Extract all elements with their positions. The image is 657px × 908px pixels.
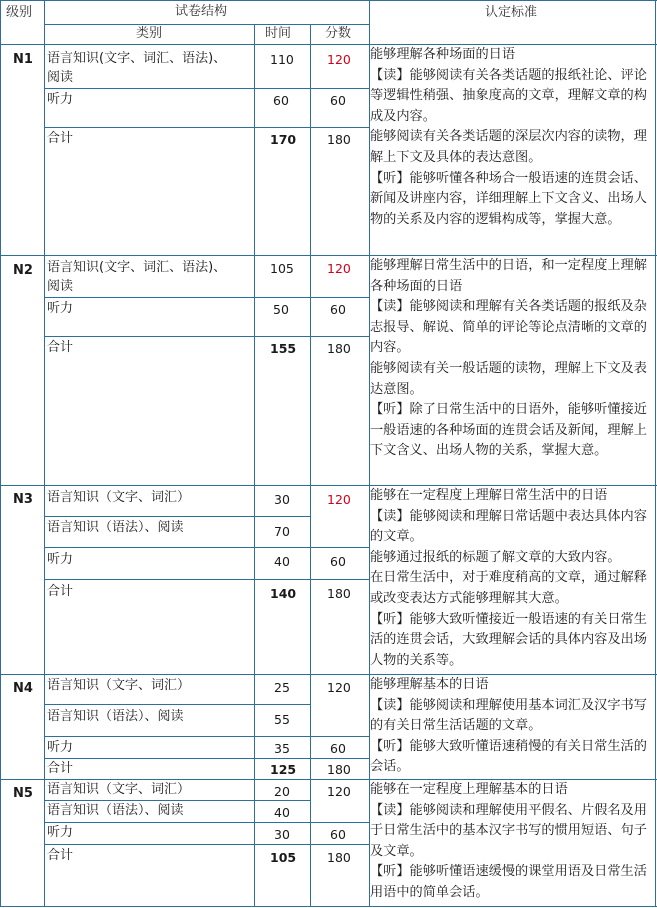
standard-line: 能够在一定程度上理解日常生活中的日语: [370, 488, 608, 503]
standard-line: 【听】除了日常生活中的日语外，能够听懂接近一般语速的各种场面的连贯会话及新闻，理解上下文含义、出场人物的关系，掌握大意。: [370, 402, 647, 459]
level-label: N1: [13, 52, 33, 67]
time-cell: 170: [270, 132, 297, 147]
category-cell: 合计: [47, 848, 74, 863]
score-cell: 180: [327, 586, 351, 601]
category-cell: 听力: [47, 825, 74, 840]
category-cell: 语言知识(文字、词汇、语法)、: [47, 260, 227, 275]
standard-line: 【读】能够阅读和理解有关各类话题的报纸及杂志报导、解说、简单的评论等论点清晰的文章的内容。: [370, 299, 647, 356]
time-cell: 20: [274, 784, 290, 799]
standard-line: 在日常生活中，对于难度稍高的文章，通过解释或改变表达方式能够理解其大意。: [370, 570, 647, 606]
category-cell: 语言知识（文字、词汇）: [47, 490, 191, 505]
score-cell: 120: [327, 261, 351, 276]
category-cell: 合计: [47, 131, 74, 146]
time-cell: 30: [274, 827, 290, 842]
standard-line: 【听】能够大致听懂语速稍慢的有关日常生活的会话。: [370, 738, 647, 775]
standard-text: [370, 45, 655, 230]
time-cell: 25: [274, 680, 290, 695]
score-cell: 120: [327, 784, 351, 799]
header-standard: 认定标准: [485, 5, 538, 20]
standard-line: 【听】能够听懂语速缓慢的课堂用语及日常生活用语中的简单会话。: [370, 864, 647, 900]
category-cell-line2: 阅读: [47, 70, 74, 85]
standard-text: [370, 256, 655, 462]
standard-line: 【听】能够听懂各种场合一般语速的连贯会话、新闻及讲座内容，详细理解上下文含义、出场人物的关系及内容的逻辑构成等，掌握大意。: [370, 170, 647, 227]
category-cell-line2: 阅读: [47, 279, 74, 294]
category-cell: 语言知识（文字、词汇）: [47, 678, 191, 693]
standard-text: [370, 486, 655, 671]
score-cell: 120: [327, 492, 351, 507]
score-cell: 180: [327, 850, 351, 865]
time-cell: 40: [274, 805, 290, 820]
standard-line: 【读】能够阅读有关各类话题的报纸社论、评论等逻辑性稍强、抽象度高的文章，理解文章的构成及内容。: [370, 67, 647, 124]
category-cell: 语言知识(文字、词汇、语法)、: [47, 51, 227, 66]
standard-text: [370, 675, 655, 778]
score-cell: 120: [327, 680, 351, 695]
time-cell: 155: [270, 341, 297, 356]
header-time: 时间: [265, 26, 292, 41]
level-label: N2: [13, 263, 33, 278]
time-cell: 50: [273, 302, 289, 317]
header-score: 分数: [325, 26, 352, 41]
category-cell: 听力: [47, 740, 74, 755]
category-cell: 语言知识（文字、词汇）: [47, 782, 191, 797]
standard-line: 能够通过报纸的标题了解文章的大致内容。: [370, 549, 621, 565]
standard-line: 能够理解基本的日语: [370, 677, 489, 692]
standard-line: 【读】能够阅读和理解日常话题中表达具体内容的文章。: [370, 508, 647, 545]
score-cell: 60: [330, 93, 346, 108]
time-cell: 70: [274, 524, 290, 539]
score-cell: 60: [330, 554, 346, 569]
score-cell: 60: [330, 827, 346, 842]
time-cell: 110: [270, 52, 294, 67]
standard-line: 能够阅读有关各类话题的深层次内容的读物，理解上下文及具体的表达意图。: [370, 129, 647, 165]
score-cell: 180: [327, 132, 351, 147]
score-cell: 180: [327, 762, 351, 777]
time-cell: 105: [270, 850, 297, 865]
score-cell: 60: [330, 741, 346, 756]
category-cell: 听力: [47, 92, 74, 107]
category-cell: 听力: [47, 301, 74, 316]
score-cell: 180: [327, 341, 351, 356]
time-cell: 140: [270, 586, 297, 601]
category-cell: 合计: [47, 761, 74, 776]
category-cell: 听力: [47, 552, 74, 567]
category-cell: 语言知识（语法）、阅读: [47, 709, 184, 724]
category-cell: 语言知识（语法）、阅读: [47, 803, 184, 818]
standard-line: 能够阅读有关一般话题的读物，理解上下文及表达意图。: [370, 360, 647, 397]
standard-line: 能够在一定程度上理解基本的日语: [370, 782, 568, 797]
time-cell: 40: [274, 554, 290, 569]
category-cell: 合计: [47, 340, 74, 355]
level-label: N4: [13, 681, 33, 696]
standard-line: 【听】能够大致听懂接近一般语速的有关日常生活的连贯会话，大致理解会话的具体内容及出场人物的关系等。: [370, 611, 647, 668]
standard-line: 【读】能够阅读和理解使用平假名、片假名及用于日常生活中的基本汉字书写的惯用短语、句子及文章。: [370, 802, 647, 859]
category-cell: 语言知识（语法）、阅读: [47, 520, 184, 535]
header-category: 类别: [136, 26, 163, 41]
header-structure: 试卷结构: [175, 4, 228, 19]
time-cell: 105: [270, 261, 294, 276]
score-cell: 60: [330, 302, 346, 317]
level-label: N3: [13, 492, 33, 507]
time-cell: 60: [273, 93, 289, 108]
level-label: N5: [13, 786, 33, 801]
time-cell: 55: [274, 712, 290, 727]
header-level: 级别: [6, 5, 33, 20]
standard-line: 能够理解日常生活中的日语，和一定程度上理解各种场面的日语: [370, 258, 647, 294]
category-cell: 合计: [47, 584, 74, 599]
time-cell: 35: [274, 741, 290, 756]
time-cell: 30: [274, 492, 290, 507]
standard-line: 能够理解各种场面的日语: [370, 47, 516, 62]
time-cell: 125: [270, 762, 297, 777]
standard-text: [370, 780, 655, 904]
score-cell: 120: [327, 52, 351, 67]
standard-line: 【读】能够阅读和理解使用基本词汇及汉字书写的有关日常生活话题的文章。: [370, 697, 647, 734]
